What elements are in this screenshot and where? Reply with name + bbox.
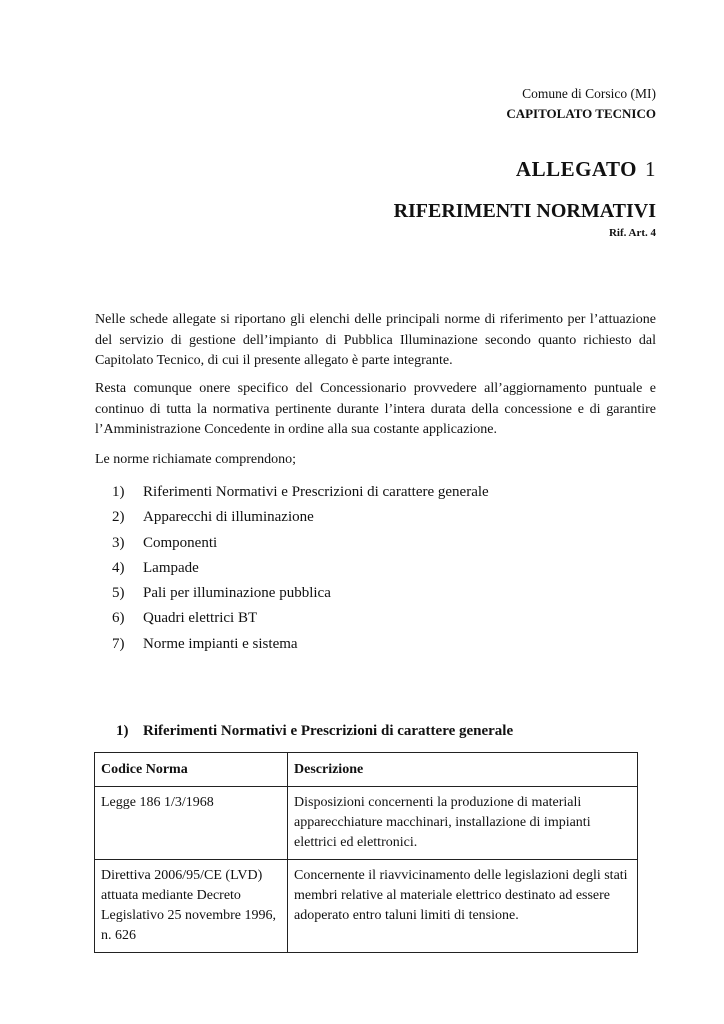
intro-paragraph: Nelle schede allegate si riportano gli elenchi delle principali norme di riferimento per l’attuazione del servizio di gestione dell’impianto di Pubblica Illuminazione secondo quanto richiesto dal Capitolato Tecnico, di cui il presente allegato è parte integrante.	[95, 312, 656, 368]
list-item	[112, 606, 489, 631]
list-item-number: 7)	[112, 635, 125, 652]
list-item	[112, 505, 489, 530]
table-cell-code: Legge 186 1/3/1968	[95, 787, 288, 860]
column-header-description: Descrizione	[288, 753, 638, 787]
column-header-code: Codice Norma	[95, 753, 288, 787]
table-cell-description: Disposizioni concernenti la produzione di materiali apparecchiature macchinari, installazione di impianti elettrici ed elettronici.	[288, 787, 638, 860]
section-title: Riferimenti Normativi e Prescrizioni di carattere generale	[143, 723, 514, 739]
list-item	[112, 480, 489, 505]
commune-name: Comune di Corsico (MI)	[522, 86, 656, 101]
list-item	[112, 531, 489, 556]
list-item-label: Apparecchi di illuminazione	[143, 509, 314, 526]
table-cell-description: Concernente il riavvicinamento delle legislazioni degli stati membri relative al materiale elettrico destinato ad essere adoperato entro taluni limiti di tensione.	[288, 860, 638, 953]
list-item	[112, 581, 489, 606]
allegato-label: ALLEGATO	[515, 157, 637, 181]
section-number: 1)	[116, 723, 129, 739]
allegato-heading	[516, 157, 656, 182]
list-item-number: 1)	[112, 484, 125, 500]
norms-table	[94, 752, 638, 953]
page-title: RIFERIMENTI NORMATIVI	[393, 200, 656, 222]
table-row	[95, 860, 638, 953]
list-item-label: Quadri elettrici BT	[143, 610, 258, 627]
allegato-number: 1	[645, 157, 656, 181]
list-intro: Le norme richiamate comprendono;	[95, 452, 296, 467]
list-item-label: Norme impianti e sistema	[143, 635, 298, 652]
list-item-label: Riferimenti Normativi e Prescrizioni di carattere generale	[143, 484, 489, 500]
list-item-number: 6)	[112, 610, 125, 627]
table-row	[95, 787, 638, 860]
section-heading	[116, 723, 513, 740]
list-item-label: Componenti	[143, 534, 218, 551]
norms-list	[112, 480, 489, 657]
list-item-label: Pali per illuminazione pubblica	[143, 585, 331, 602]
list-item-label: Lampade	[143, 559, 199, 576]
article-reference: Rif. Art. 4	[608, 227, 656, 239]
list-item-number: 4)	[112, 559, 125, 576]
table-cell-code: Direttiva 2006/95/CE (LVD) attuata mediante Decreto Legislativo 25 novembre 1996, n. 626	[95, 860, 288, 953]
table-header-row	[95, 753, 638, 787]
list-item	[112, 632, 489, 657]
list-item-number: 5)	[112, 585, 125, 602]
obligation-paragraph: Resta comunque onere specifico del Concessionario provvedere all’aggiornamento puntuale e continuo di tutta la normativa pertinente durante l’intera durata della concessione e di garantire l’Amministrazione Concedente in ordine alla sua costante applicazione.	[95, 381, 656, 437]
list-item-number: 3)	[112, 534, 125, 551]
document-type: CAPITOLATO TECNICO	[506, 106, 656, 121]
list-item	[112, 556, 489, 581]
list-item-number: 2)	[112, 509, 125, 526]
